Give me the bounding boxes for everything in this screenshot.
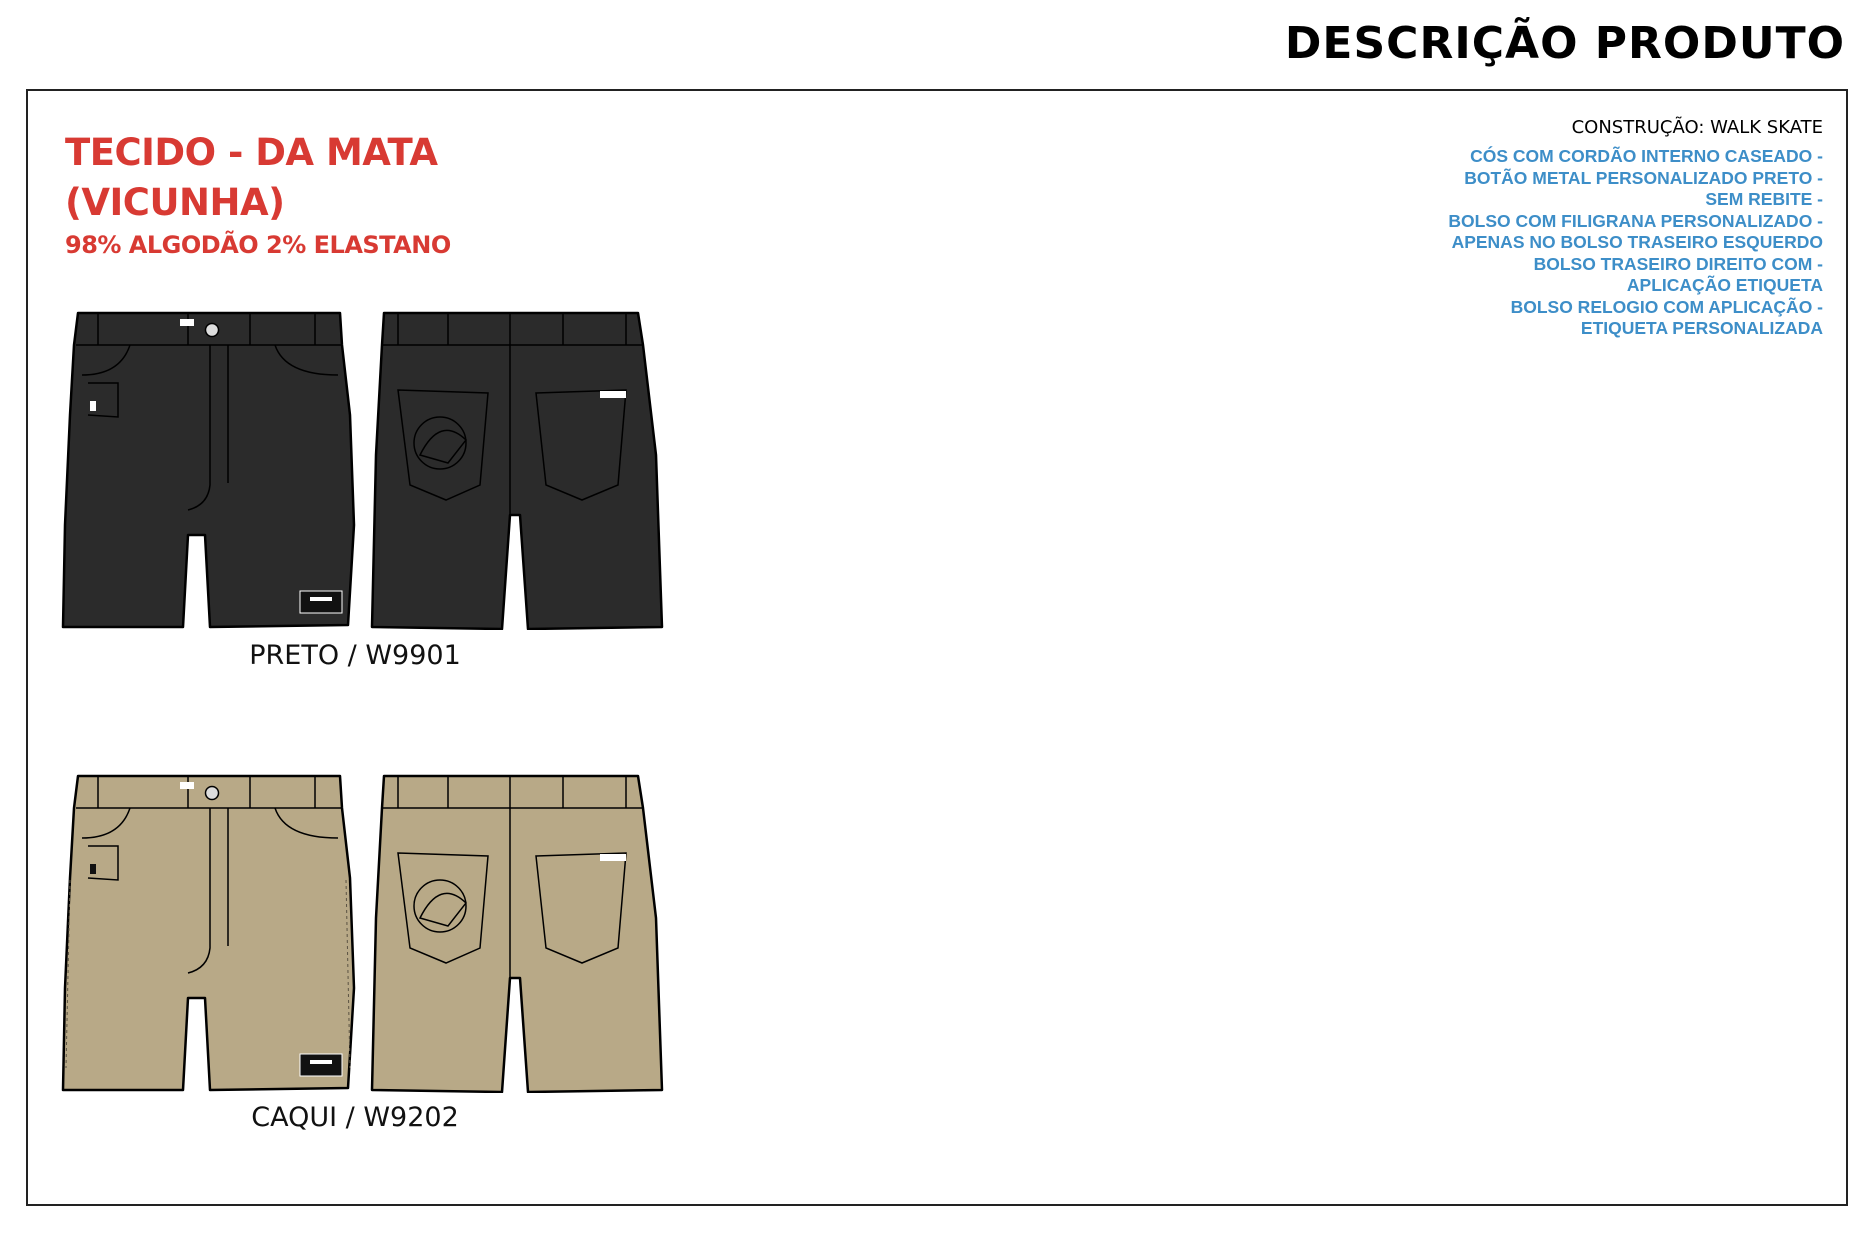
- construction-label: CONSTRUÇÃO: WALK SKATE: [1571, 117, 1823, 138]
- fabric-info: [65, 128, 451, 260]
- fabric-name-line1: TECIDO - DA MATA: [65, 131, 438, 174]
- construction-note: BOLSO COM FILIGRANA PERSONALIZADO -: [1448, 210, 1823, 231]
- construction-note: BOTÃO METAL PERSONALIZADO PRETO -: [1464, 167, 1823, 188]
- construction-note: APENAS NO BOLSO TRASEIRO ESQUERDO: [1451, 232, 1823, 252]
- construction-notes: [1448, 146, 1823, 340]
- construction-note: BOLSO RELOGIO COM APLICAÇÃO -: [1510, 296, 1823, 317]
- shorts-front-sketch-caqui: [60, 768, 360, 1093]
- variant-caption: CAQUI / W9202: [251, 1102, 459, 1133]
- fabric-composition: 98% ALGODÃO 2% ELASTANO: [65, 231, 451, 259]
- construction-note: APLICAÇÃO ETIQUETA: [1626, 275, 1823, 295]
- construction-note: ETIQUETA PERSONALIZADA: [1580, 318, 1823, 338]
- construction-spec: [1448, 117, 1823, 340]
- construction-note: SEM REBITE -: [1705, 189, 1823, 209]
- page-title: DESCRIÇÃO PRODUTO: [1284, 18, 1845, 69]
- shorts-back-sketch-caqui: [368, 768, 668, 1093]
- shorts-back-sketch-preto: [368, 305, 668, 630]
- construction-note: CÓS COM CORDÃO INTERNO CASEADO -: [1470, 146, 1823, 166]
- variant-caption: PRETO / W9901: [249, 640, 461, 671]
- construction-note: BOLSO TRASEIRO DIREITO COM -: [1533, 253, 1823, 274]
- fabric-name-line2: (VICUNHA): [65, 181, 285, 224]
- shorts-front-sketch-preto: [60, 305, 360, 630]
